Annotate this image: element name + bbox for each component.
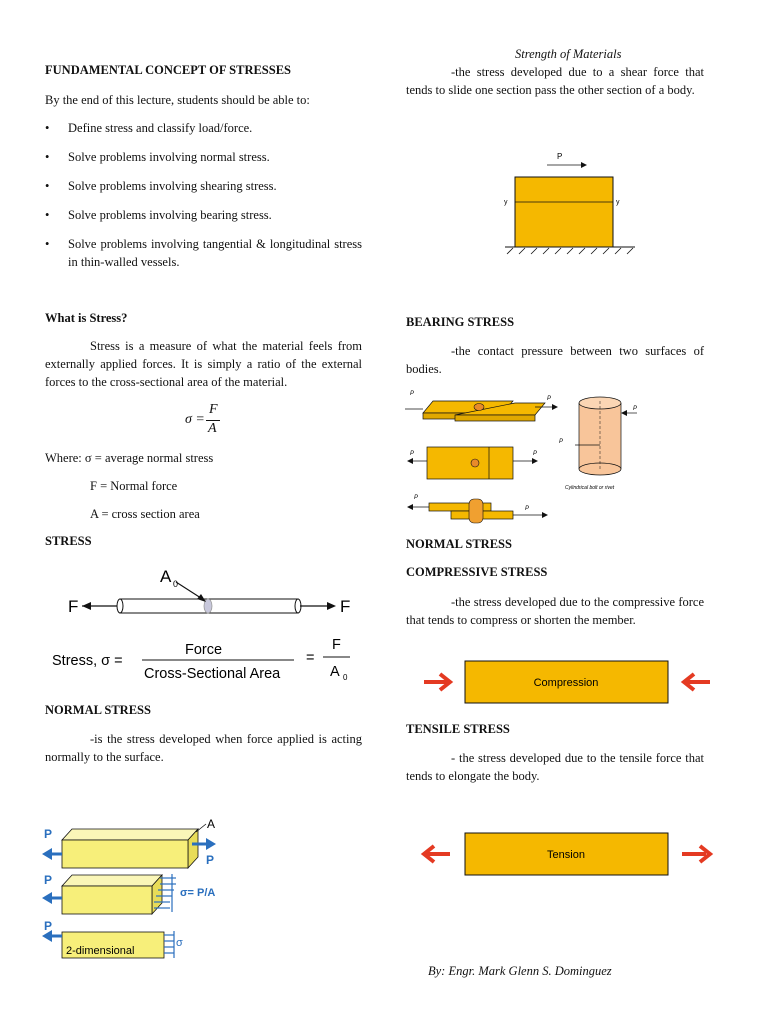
compressive-stress-heading: COMPRESSIVE STRESS bbox=[406, 565, 548, 579]
normal-stress-heading-right: NORMAL STRESS bbox=[406, 537, 512, 551]
shear-stress-text: -the stress developed due to a shear force that tends to slide one section pass the other section of a body. bbox=[406, 65, 704, 97]
where-line-3: A = cross section area bbox=[90, 507, 200, 521]
shear-y-right: y bbox=[616, 199, 620, 206]
block1-front bbox=[62, 840, 188, 868]
bar-end-left bbox=[117, 599, 123, 613]
force-label-left: F bbox=[68, 597, 79, 616]
ground-hatch bbox=[507, 248, 633, 254]
stress-heading: STRESS bbox=[45, 534, 92, 548]
compressive-stress-text: -the stress developed due to the compressive force that tends to compress or shorten the member. bbox=[406, 595, 704, 627]
tensile-stress-heading: TENSILE STRESS bbox=[406, 722, 510, 736]
what-is-stress-heading: What is Stress? bbox=[45, 311, 128, 325]
shear-p-label: P bbox=[557, 152, 563, 161]
side-arrow-left-head bbox=[407, 504, 413, 510]
cylinder-p-right: P bbox=[633, 406, 638, 412]
formula-numerator: F bbox=[209, 402, 218, 417]
author-line: By: Engr. Mark Glenn S. Dominguez bbox=[428, 964, 612, 978]
lap-p-left: P bbox=[410, 391, 415, 397]
area-label: A bbox=[160, 567, 172, 586]
block3-p-left: P bbox=[44, 919, 53, 933]
block1-area-label: A bbox=[207, 817, 216, 831]
stress-eq-a-sub: 0 bbox=[343, 673, 348, 682]
where-line-1: Where: σ = average normal stress bbox=[45, 451, 214, 465]
area-subscript: 0 bbox=[173, 579, 179, 589]
objectives-list bbox=[45, 119, 362, 282]
block2-front bbox=[62, 886, 152, 914]
block2-p-left: P bbox=[44, 873, 53, 887]
stress-bar-figure bbox=[52, 560, 370, 690]
document-title: FUNDAMENTAL CONCEPT OF STRESSES bbox=[45, 63, 291, 77]
intro-text: By the end of this lecture, students should be able to: bbox=[45, 93, 310, 107]
side-arrow-right-head bbox=[542, 512, 548, 518]
side-p-right: P bbox=[525, 506, 530, 512]
stress-eq-a: A bbox=[330, 664, 340, 680]
block1-area-pointer bbox=[196, 824, 206, 832]
plan-p-left: P bbox=[410, 451, 415, 457]
block1-arrow-left-head bbox=[42, 848, 52, 860]
shear-arrow-head bbox=[581, 162, 587, 168]
arrow-right-head bbox=[327, 602, 336, 610]
stress-eq-equals: = bbox=[306, 650, 315, 666]
objective-item: • Solve problems involving bearing stress. bbox=[45, 206, 362, 224]
objective-item: • Define stress and classify load/force. bbox=[45, 119, 362, 137]
block2-sigma-label: σ= P/A bbox=[180, 887, 216, 899]
stress-eq-denominator: Cross-Sectional Area bbox=[144, 666, 281, 682]
stress-eq-f: F bbox=[332, 637, 341, 653]
plan-arrow-left-head bbox=[407, 458, 413, 464]
block1-arrow-right-head bbox=[206, 838, 216, 850]
stress-eq-label: Stress, σ = bbox=[52, 653, 123, 669]
force-label-right: F bbox=[340, 597, 351, 616]
plan-arrow-right-head bbox=[532, 458, 538, 464]
header-subject: Strength of Materials bbox=[515, 47, 622, 61]
block1-p-left: P bbox=[44, 827, 53, 841]
tension-figure bbox=[420, 830, 715, 880]
cylinder-label: Cylindrical bolt or rivet bbox=[565, 485, 615, 491]
cylinder-p-left: P bbox=[559, 439, 564, 445]
shear-block bbox=[515, 177, 613, 247]
objective-item: • Solve problems involving tangential & longitudinal stress in thin-walled vessels. bbox=[45, 235, 362, 271]
bearing-stress-heading: BEARING STRESS bbox=[406, 315, 515, 329]
shear-y-left: y bbox=[504, 199, 508, 206]
cylinder-arrow-right-head bbox=[621, 410, 627, 416]
compression-figure bbox=[420, 658, 715, 708]
plate-plan bbox=[427, 447, 513, 479]
rivet-middle bbox=[471, 459, 479, 467]
block3-stress-arrows bbox=[164, 931, 174, 958]
formula-denominator: A bbox=[208, 421, 217, 436]
plan-p-right: P bbox=[533, 451, 538, 457]
rivet-top bbox=[474, 404, 484, 411]
objective-item: • Solve problems involving shearing stress. bbox=[45, 177, 362, 195]
stress-eq-numerator: Force bbox=[185, 642, 223, 658]
lap-arrow-right-head bbox=[552, 404, 558, 410]
bearing-figure bbox=[405, 383, 645, 523]
block1-p-right: P bbox=[206, 853, 215, 867]
stress-formula bbox=[185, 404, 245, 438]
where-line-2: F = Normal force bbox=[90, 479, 178, 493]
formula-lhs: σ = bbox=[185, 412, 205, 427]
lap-p-right: P bbox=[547, 396, 552, 402]
block3-label: 2-dimensional bbox=[66, 945, 135, 957]
normal-stress-text: -is the stress developed when force applied is acting normally to the surface. bbox=[45, 732, 362, 764]
objective-item: • Solve problems involving normal stress. bbox=[45, 148, 362, 166]
side-p-left: P bbox=[414, 495, 419, 501]
shear-figure bbox=[495, 150, 645, 260]
normal-stress-figure bbox=[40, 812, 240, 962]
tension-label: Tension bbox=[547, 849, 585, 861]
block2-top bbox=[62, 875, 162, 886]
compression-label: Compression bbox=[533, 677, 599, 689]
block1-top bbox=[62, 829, 198, 840]
block2-arrow-left-head bbox=[42, 892, 52, 904]
block3-sigma: σ bbox=[176, 937, 183, 949]
bearing-stress-text: -the contact pressure between two surfaces of bodies. bbox=[406, 344, 704, 376]
arrow-left-head bbox=[82, 602, 91, 610]
side-rivet bbox=[469, 499, 483, 523]
what-is-stress-text: Stress is a measure of what the material feels from externally applied forces. It is simply a ratio of the external forces to the cross-sectional area of the material. bbox=[45, 339, 362, 389]
lap-plate-bottom-edge bbox=[455, 415, 535, 421]
normal-stress-heading-left: NORMAL STRESS bbox=[45, 703, 151, 717]
tensile-stress-text: - the stress developed due to the tensile force that tends to elongate the body. bbox=[406, 751, 704, 783]
